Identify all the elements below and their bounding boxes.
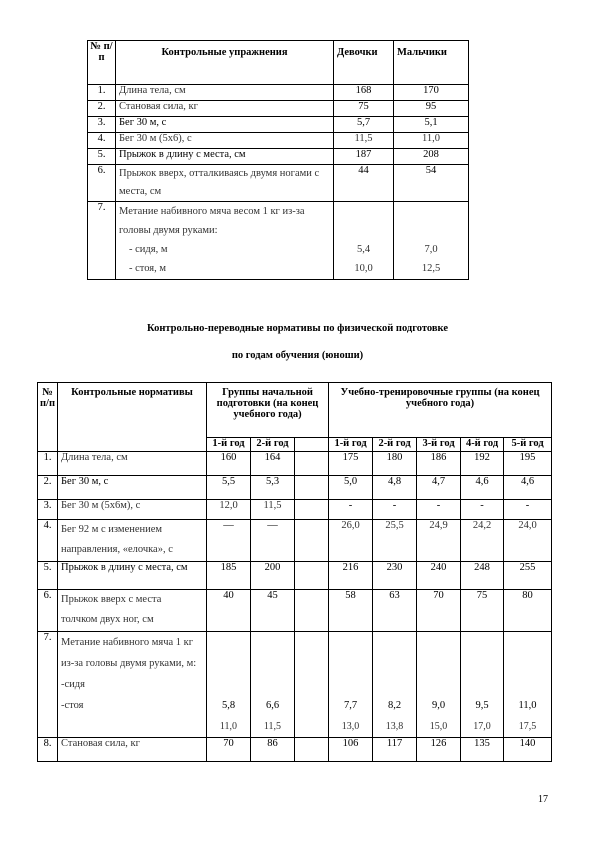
cell-value: 117 — [373, 738, 417, 762]
row-num: 1. — [88, 85, 116, 101]
cell-value: 5,0 — [329, 476, 373, 500]
row-num: 6. — [88, 165, 116, 202]
table-row — [38, 632, 552, 738]
cell-value: 24,9 — [417, 520, 461, 562]
row-boys: 11,0 — [394, 133, 469, 149]
cell-value: 9,0 15,0 — [417, 632, 461, 738]
cell-value: 7,7 13,0 — [329, 632, 373, 738]
cell-value: 70 — [417, 590, 461, 632]
cell-value: 216 — [329, 562, 373, 590]
row-girls: 75 — [334, 101, 394, 117]
header-exercises: Контрольные упражнения — [116, 41, 334, 85]
row-boys: 95 — [394, 101, 469, 117]
table-row — [38, 476, 552, 500]
cell-value: - — [504, 500, 552, 520]
table-row — [38, 738, 552, 762]
girls-stand: 10,0 — [354, 263, 373, 274]
cell-value: 4,8 — [373, 476, 417, 500]
table-row — [88, 165, 469, 202]
year-label: 5-й год — [504, 438, 552, 452]
row-name: Становая сила, кг — [58, 738, 207, 762]
cell-value: 9,5 17,0 — [461, 632, 504, 738]
cell-value: 70 — [207, 738, 251, 762]
row-girls: 11,5 — [334, 133, 394, 149]
header-girls: Девочки — [334, 41, 394, 85]
cell-value: 24,0 — [504, 520, 552, 562]
row-girls: 5,7 — [334, 117, 394, 133]
row-name-line: головы двумя руками: — [119, 225, 218, 236]
cell-value: 164 — [251, 452, 295, 476]
table-row — [38, 452, 552, 476]
cell-value: 6,6 11,5 — [251, 632, 295, 738]
table-row — [88, 85, 469, 101]
cell-value: — — [251, 520, 295, 562]
row-girls — [334, 202, 394, 280]
cell-value: 80 — [504, 590, 552, 632]
cell-value: 192 — [461, 452, 504, 476]
row-name-line: толчком двух ног, см — [61, 614, 154, 625]
cell-value: 200 — [251, 562, 295, 590]
cell-value: - — [373, 500, 417, 520]
cell-value: 25,5 — [373, 520, 417, 562]
row-girls: 187 — [334, 149, 394, 165]
cell-value: 40 — [207, 590, 251, 632]
row-name: Прыжок вверх, отталкиваясь двумя ногами с места, см — [116, 165, 334, 202]
cell-value: 135 — [461, 738, 504, 762]
row-name: Становая сила, кг — [116, 101, 334, 117]
row-name: Бег 30 м (5х6м), с — [58, 500, 207, 520]
row-num: 8. — [38, 738, 58, 762]
cell-value: 4,6 — [461, 476, 504, 500]
cell-value: 26,0 — [329, 520, 373, 562]
cell-value: 126 — [417, 738, 461, 762]
row-name: Бег 30 м, с — [116, 117, 334, 133]
cell-value: 63 — [373, 590, 417, 632]
row-num: 3. — [38, 500, 58, 520]
header-group-training: Учебно-тренировочные группы (на конец учебного года) — [329, 383, 552, 438]
row-name: Длина тела, см — [116, 85, 334, 101]
cell-value: 24,2 — [461, 520, 504, 562]
cell-value: 12,0 — [207, 500, 251, 520]
table-boys-by-year — [37, 382, 552, 762]
row-name-line: - стоя, м — [129, 263, 167, 274]
table-row — [38, 562, 552, 590]
row-boys: 5,1 — [394, 117, 469, 133]
cell-value: 230 — [373, 562, 417, 590]
cell-value: 255 — [504, 562, 552, 590]
year-label: 1-й год — [329, 438, 373, 452]
cell-value: 4,6 — [504, 476, 552, 500]
cell-value: 11,5 — [251, 500, 295, 520]
row-name: Прыжок в длину с места, см — [116, 149, 334, 165]
row-name-line: -стоя — [61, 700, 84, 711]
row-num: 7. — [38, 632, 58, 738]
year-label: 1-й год — [207, 438, 251, 452]
boys-stand: 12,5 — [421, 263, 441, 274]
cell-value: - — [329, 500, 373, 520]
row-name-line: - сидя, м — [129, 244, 168, 255]
row-num: 7. — [88, 202, 116, 280]
empty-cell — [295, 590, 329, 632]
cell-value: - — [461, 500, 504, 520]
cell-value: 106 — [329, 738, 373, 762]
cell-value: 5,5 — [207, 476, 251, 500]
cell-value: 175 — [329, 452, 373, 476]
header-group-initial: Группы начальной подготовки (на конец учебного года) — [207, 383, 329, 438]
cell-value: 58 — [329, 590, 373, 632]
table-row — [38, 590, 552, 632]
row-num: 5. — [38, 562, 58, 590]
year-label: 3-й год — [417, 438, 461, 452]
cell-value: 5,3 — [251, 476, 295, 500]
cell-value: — — [207, 520, 251, 562]
row-num: 2. — [38, 476, 58, 500]
empty-cell — [295, 452, 329, 476]
section-title: Контрольно-переводные нормативы по физической подготовке — [147, 323, 448, 334]
cell-value: 185 — [207, 562, 251, 590]
row-name-line: Прыжок вверх с места — [61, 594, 162, 605]
table-girls-boys — [87, 40, 469, 280]
table-row — [38, 500, 552, 520]
row-girls: 168 — [334, 85, 394, 101]
row-boys: 170 — [394, 85, 469, 101]
cell-value: 186 — [417, 452, 461, 476]
cell-value: 240 — [417, 562, 461, 590]
cell-value: 8,2 13,8 — [373, 632, 417, 738]
row-name: Бег 30 м (5х6), с — [116, 133, 334, 149]
table-row — [38, 520, 552, 562]
table-row — [88, 149, 469, 165]
year-label: 2-й год — [251, 438, 295, 452]
row-num: 2. — [88, 101, 116, 117]
table-header-row — [38, 383, 552, 438]
empty-cell — [295, 738, 329, 762]
empty-cell — [295, 438, 329, 452]
table-row — [88, 101, 469, 117]
row-name-line: из-за головы двумя руками, м: — [61, 658, 197, 669]
empty-cell — [295, 500, 329, 520]
cell-value: 5,8 11,0 — [207, 632, 251, 738]
row-num: 5. — [88, 149, 116, 165]
row-name — [58, 520, 207, 562]
cell-value: 11,0 17,5 — [504, 632, 552, 738]
row-name-line: Метание набивного мяча 1 кг — [61, 637, 194, 648]
row-boys: 54 — [394, 165, 469, 202]
row-boys — [394, 202, 469, 280]
row-name-line: -сидя — [61, 679, 85, 690]
page-number: 17 — [538, 794, 548, 805]
year-label: 4-й год — [461, 438, 504, 452]
row-name: Длина тела, см — [58, 452, 207, 476]
row-name-line: Метание набивного мяча весом 1 кг из-за — [119, 206, 305, 217]
cell-value: 4,7 — [417, 476, 461, 500]
cell-value: 248 — [461, 562, 504, 590]
row-name: Бег 30 м, с — [58, 476, 207, 500]
row-name — [58, 590, 207, 632]
header-num: № п/п — [38, 383, 58, 452]
cell-value: - — [417, 500, 461, 520]
cell-value: 45 — [251, 590, 295, 632]
boys-sit: 7,0 — [424, 244, 438, 255]
cell-value: 195 — [504, 452, 552, 476]
table-row — [88, 117, 469, 133]
row-girls: 44 — [334, 165, 394, 202]
row-num: 1. — [38, 452, 58, 476]
row-num: 6. — [38, 590, 58, 632]
table-row — [88, 202, 469, 280]
empty-cell — [295, 632, 329, 738]
row-name — [116, 202, 334, 280]
cell-value: 140 — [504, 738, 552, 762]
header-norms: Контрольные нормативы — [58, 383, 207, 452]
row-boys: 208 — [394, 149, 469, 165]
girls-sit: 5,4 — [356, 244, 371, 255]
cell-value: 160 — [207, 452, 251, 476]
cell-value: 75 — [461, 590, 504, 632]
header-boys: Мальчики — [394, 41, 469, 85]
row-name — [58, 632, 207, 738]
row-num: 4. — [38, 520, 58, 562]
cell-value: 86 — [251, 738, 295, 762]
header-num: № п/п — [88, 41, 116, 85]
row-num: 4. — [88, 133, 116, 149]
empty-cell — [295, 562, 329, 590]
cell-value: 180 — [373, 452, 417, 476]
empty-cell — [295, 476, 329, 500]
year-label: 2-й год — [373, 438, 417, 452]
table-row — [88, 133, 469, 149]
row-name-line: Бег 92 м с изменением — [61, 524, 163, 535]
empty-cell — [295, 520, 329, 562]
row-name: Прыжок в длину с места, см — [58, 562, 207, 590]
table-header-row — [88, 41, 469, 85]
section-subtitle: по годам обучения (юноши) — [231, 350, 364, 361]
row-name-line: направления, «елочка», с — [61, 544, 173, 555]
row-num: 3. — [88, 117, 116, 133]
